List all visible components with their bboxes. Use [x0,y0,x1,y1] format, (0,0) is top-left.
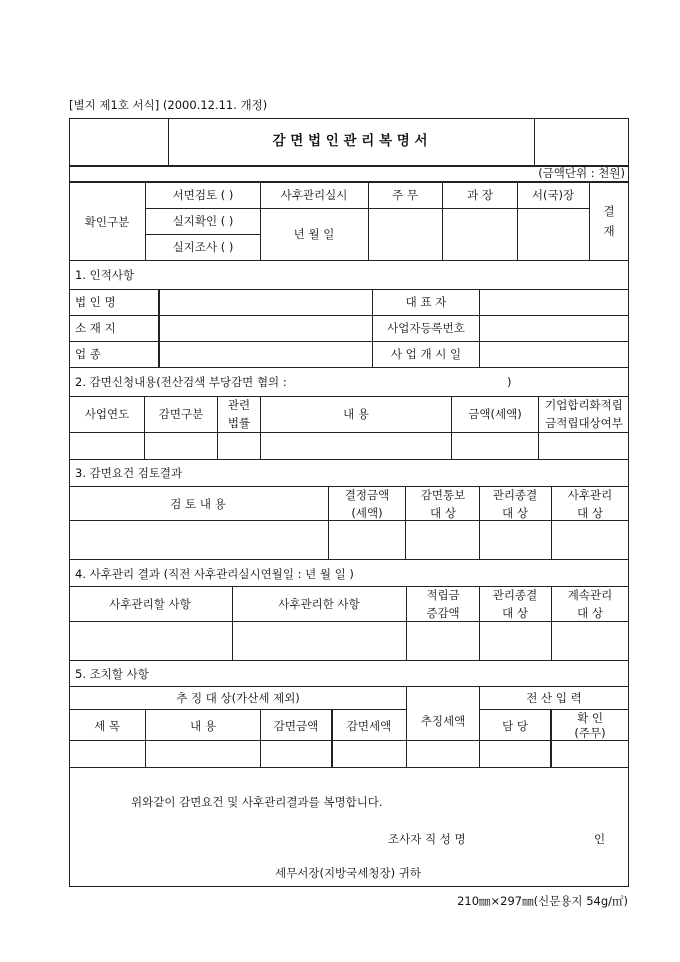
confirm-option-site-audit: 실지조사 ( ) [172,240,234,254]
s5-title: 5. 조치할 사항 [75,667,149,681]
s1-title-row [69,260,629,290]
continued-mgmt-label-1: 계속관리 [567,588,613,602]
closing-statement: 위와같이 감면요건 및 사후관리결과를 복명합니다. [131,795,383,809]
post-mgmt-target-label-2: 대 상 [577,506,603,520]
chief-label: 주 무 [392,188,418,202]
form-title: 감 면 법 인 관 리 복 명 서 [272,133,428,149]
enterprise-reserve-label-1: 기업합리화적립 [545,398,623,412]
confirm-option-document: 서면검토 ( ) [172,188,234,202]
location-label: 소 재 지 [75,321,116,335]
s4-title: 4. 사후관리 결과 (직전 사후관리실시연월일 : 년 월 일 ) [75,567,354,581]
reduction-amount-label: 감면금액 [273,719,319,733]
representative-label: 대 표 자 [405,295,447,309]
approval-label-2: 재 [603,224,615,238]
amount-unit: (금액단위 : 천원) [538,166,625,180]
enterprise-reserve-label-2: 금적립대상여부 [545,416,623,430]
seal-mark: 인 [594,832,606,846]
corp-name-label: 법 인 명 [75,295,116,309]
decided-amount-label-2: (세액) [351,506,383,520]
date-label: 년 월 일 [293,227,335,241]
collection-target-label: 추 징 대 상(가산세 제외) [176,691,300,705]
post-mgmt-target-label-1: 사후관리 [567,488,613,502]
check-label-2: (주무) [574,726,606,740]
industry-label: 업 종 [75,347,101,361]
s1-row3 [69,341,629,368]
tax-item-label: 세 목 [94,719,120,733]
done-label: 사후관리한 사항 [278,597,360,611]
check-label-1: 확 인 [577,711,603,725]
manager-sign-cell [442,208,518,261]
related-law-label-1: 관련 [227,398,251,412]
recipient-line: 세무서장(지방국세청장) 귀하 [275,866,421,880]
biz-reg-no-label: 사업자등록번호 [387,321,465,335]
confirm-option-site-check: 실지확인 ( ) [172,214,234,228]
decided-amount-label-1: 결정금액 [344,488,390,502]
chief-sign-cell [368,208,443,261]
mgmt-closure-label-1: 관리종결 [492,488,538,502]
in-charge-label: 담 당 [502,719,528,733]
s5-div-b [550,709,552,768]
s3-title: 3. 감면요건 검토결과 [75,466,183,480]
confirm-label: 확인구분 [84,215,130,229]
director-sign-cell [517,208,590,261]
todo-label: 사후관리할 사항 [109,597,191,611]
s5-col-content [145,709,261,768]
biz-start-date-label: 사 업 개 시 일 [390,347,462,361]
amount-tax-label: 금액(세액) [468,407,522,421]
content-label: 내 용 [343,407,369,421]
fiscal-year-label: 사업연도 [84,407,130,421]
collection-tax-label: 추징세액 [420,714,466,728]
inspector-line: 조사자 직 성 명 [388,832,466,846]
s5-div-a [331,709,333,768]
reduction-type-label: 감면구분 [158,407,204,421]
reserve-change-label-2: 증감액 [426,606,460,620]
s2-title-end: ) [507,375,512,389]
mgmt-closure-label-2: 대 상 [502,506,528,520]
s5-content-label: 내 용 [190,719,216,733]
s4-mgmt-closure-label-2: 대 상 [502,606,528,620]
s1-title: 1. 인적사항 [75,268,135,282]
manager-label: 과 장 [467,188,493,202]
director-label: 서(국)장 [531,188,575,202]
form-header-note: [별지 제1호 서식] (2000.12.11. 개정) [69,98,268,112]
reduction-tax-label: 감면세액 [346,719,392,733]
s2-col-amount [451,396,539,460]
post-management-label: 사후관리실시 [280,188,348,202]
notice-target-label-2: 대 상 [430,506,456,520]
notice-target-label-1: 감면통보 [420,488,466,502]
s5-title-row [69,660,629,687]
computer-input-label: 전 산 입 력 [526,691,582,705]
related-law-label-2: 법률 [227,416,251,430]
approval-label-1: 결 [603,204,615,218]
s1-divider-a [158,289,160,368]
s2-col-type [144,396,218,460]
s1-row1 [69,289,629,316]
review-content-label: 검 토 내 용 [170,497,226,511]
approval-cell [589,182,629,261]
continued-mgmt-label-2: 대 상 [577,606,603,620]
reserve-change-label-1: 적립금 [426,588,460,602]
s4-mgmt-closure-label-1: 관리종결 [492,588,538,602]
s1-row2 [69,315,629,342]
s2-title: 2. 감면신청내용(전산검색 부당감면 혐의 : [75,375,287,389]
paper-spec-footer: 210㎜×297㎜(신문용지 54g/㎡) [457,894,628,908]
